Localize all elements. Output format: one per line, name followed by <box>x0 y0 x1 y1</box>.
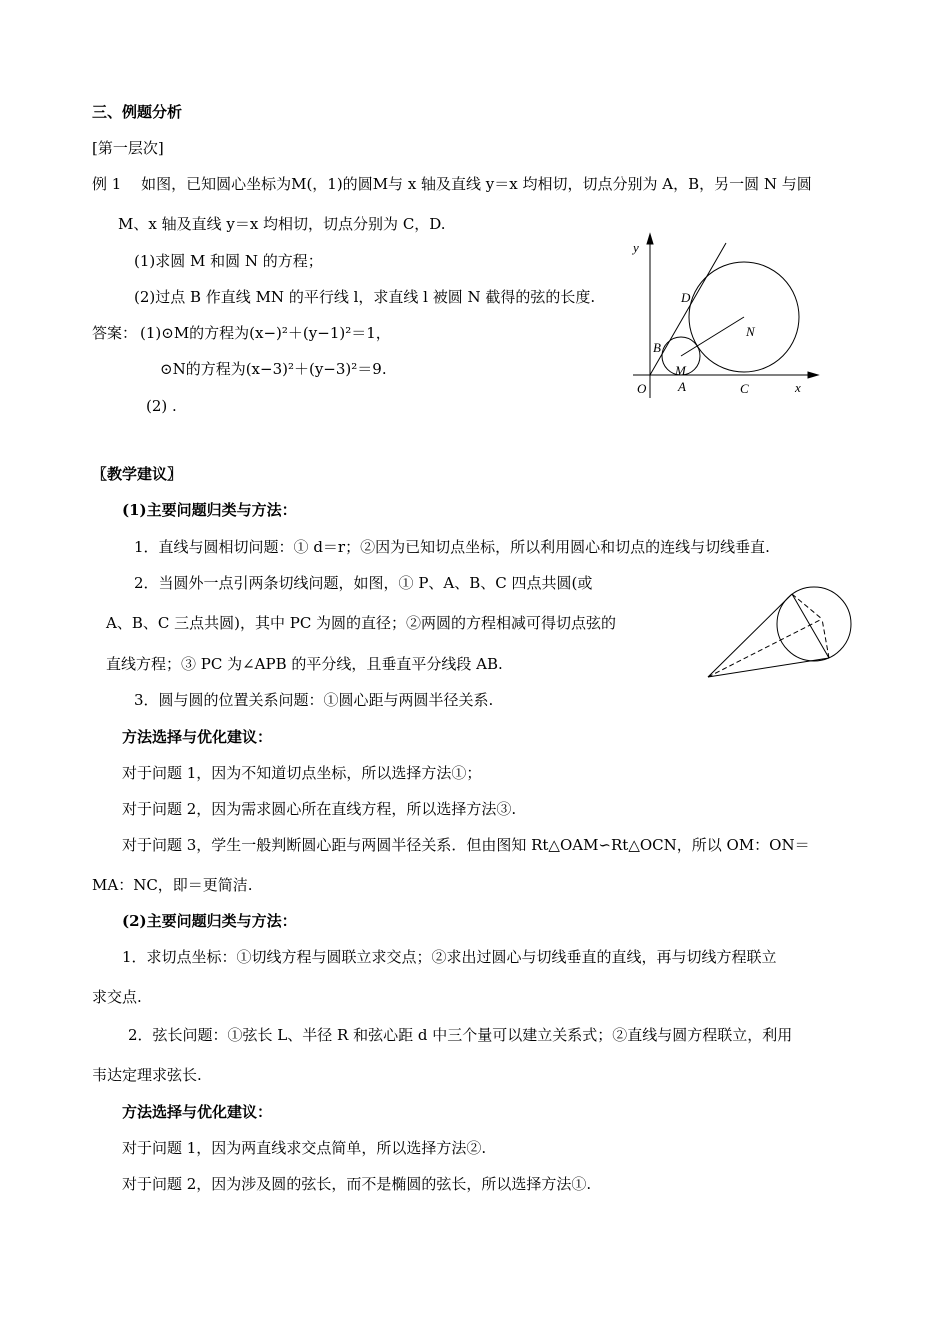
level-label: [第一层次] <box>92 139 164 157</box>
answer-3: (2) . <box>146 397 177 415</box>
question-2: (2)过点 B 作直线 MN 的平行线 l，求直线 l 被圆 N 截得的弦的长度. <box>134 288 596 306</box>
part2-item-1a: 1．求切点坐标：①切线方程与圆联立求交点；②求出过圆心与切线垂直的直线，再与切线方程联立 <box>122 948 777 966</box>
tangent-circles-figure <box>620 228 835 403</box>
answer-1: (1)⊙M的方程为(x−)²＋(y−1)²＝1， <box>140 324 391 342</box>
method2-line-2: 对于问题 2，因为涉及圆的弦长，而不是椭圆的弦长，所以选择方法①. <box>122 1175 592 1193</box>
label-c: C <box>740 381 749 396</box>
method1-line-1: 对于问题 1，因为不知道切点坐标，所以选择方法①； <box>122 764 482 782</box>
section-heading: 三、例题分析 <box>92 103 183 121</box>
dashed-ac <box>792 594 822 619</box>
part1-item-2a: 2．当圆外一点引两条切线问题，如图，① P、A、B、C 四点共圆(或 <box>134 574 593 592</box>
part1-item-3: 3．圆与圆的位置关系问题：①圆心距与两圆半径关系. <box>134 691 494 709</box>
method1-title: 方法选择与优化建议： <box>122 728 273 746</box>
label-y: y <box>633 240 639 255</box>
part2-item-1b: 求交点. <box>92 988 142 1006</box>
label-d: D <box>681 290 691 305</box>
tangent-pa <box>708 594 792 677</box>
method1-line-4: MA：NC，即＝更简洁. <box>92 876 253 894</box>
method2-title: 方法选择与优化建议： <box>122 1103 273 1121</box>
example-line-1: 例 1 如图，已知圆心坐标为M(，1)的圆M与 x 轴及直线 y＝x 均相切，切点分别为 A，B，另一圆 N 与圆 <box>92 175 812 193</box>
example-line-2: M、x 轴及直线 y＝x 均相切，切点分别为 C，D. <box>118 215 446 233</box>
part1-item-1: 1．直线与圆相切问题：① d＝r；②因为已知切点坐标，所以利用圆心和切点的连线与切线垂直. <box>134 538 770 556</box>
advice-title: 〖教学建议〗 <box>92 465 183 483</box>
tangent-lines-figure <box>700 580 860 685</box>
part1-item-2b: A、B、C 三点共圆)，其中 PC 为圆的直径；②两圆的方程相减可得切点弦的 <box>106 614 617 632</box>
label-m: M <box>675 363 686 378</box>
method2-line-1: 对于问题 1，因为两直线求交点简单，所以选择方法②. <box>122 1139 487 1157</box>
question-1: (1)求圆 M 和圆 N 的方程； <box>134 252 323 270</box>
answer-label: 答案： <box>92 324 138 342</box>
center-line-mn <box>681 317 744 356</box>
part1-title: (1)主要问题归类与方法： <box>122 501 297 519</box>
method1-line-3: 对于问题 3，学生一般判断圆心距与两圆半径关系．但由图知 Rt△OAM∽Rt△OCN，所以 OM：ON＝ <box>122 836 810 854</box>
x-axis-arrow <box>808 372 818 378</box>
label-x: x <box>795 380 801 395</box>
label-n: N <box>746 324 755 339</box>
answer-2: ⊙N的方程为(x−3)²＋(y−3)²＝9. <box>160 360 387 378</box>
method1-line-2: 对于问题 2，因为需求圆心所在直线方程，所以选择方法③. <box>122 800 517 818</box>
label-o: O <box>637 381 647 396</box>
part2-item-2b: 韦达定理求弦长. <box>92 1066 202 1084</box>
part2-item-2a: 2．弦长问题：①弦长 L、半径 R 和弦心距 d 中三个量可以建立关系式；②直线与圆方程联立，利用 <box>128 1026 793 1044</box>
label-b: B <box>653 340 661 355</box>
part2-title: (2)主要问题归类与方法： <box>122 912 297 930</box>
tangent-line <box>650 243 726 375</box>
label-a: A <box>678 379 686 394</box>
part1-item-2c: 直线方程；③ PC 为∠APB 的平分线，且垂直平分线段 AB. <box>106 655 503 673</box>
y-axis-arrow <box>647 234 653 244</box>
